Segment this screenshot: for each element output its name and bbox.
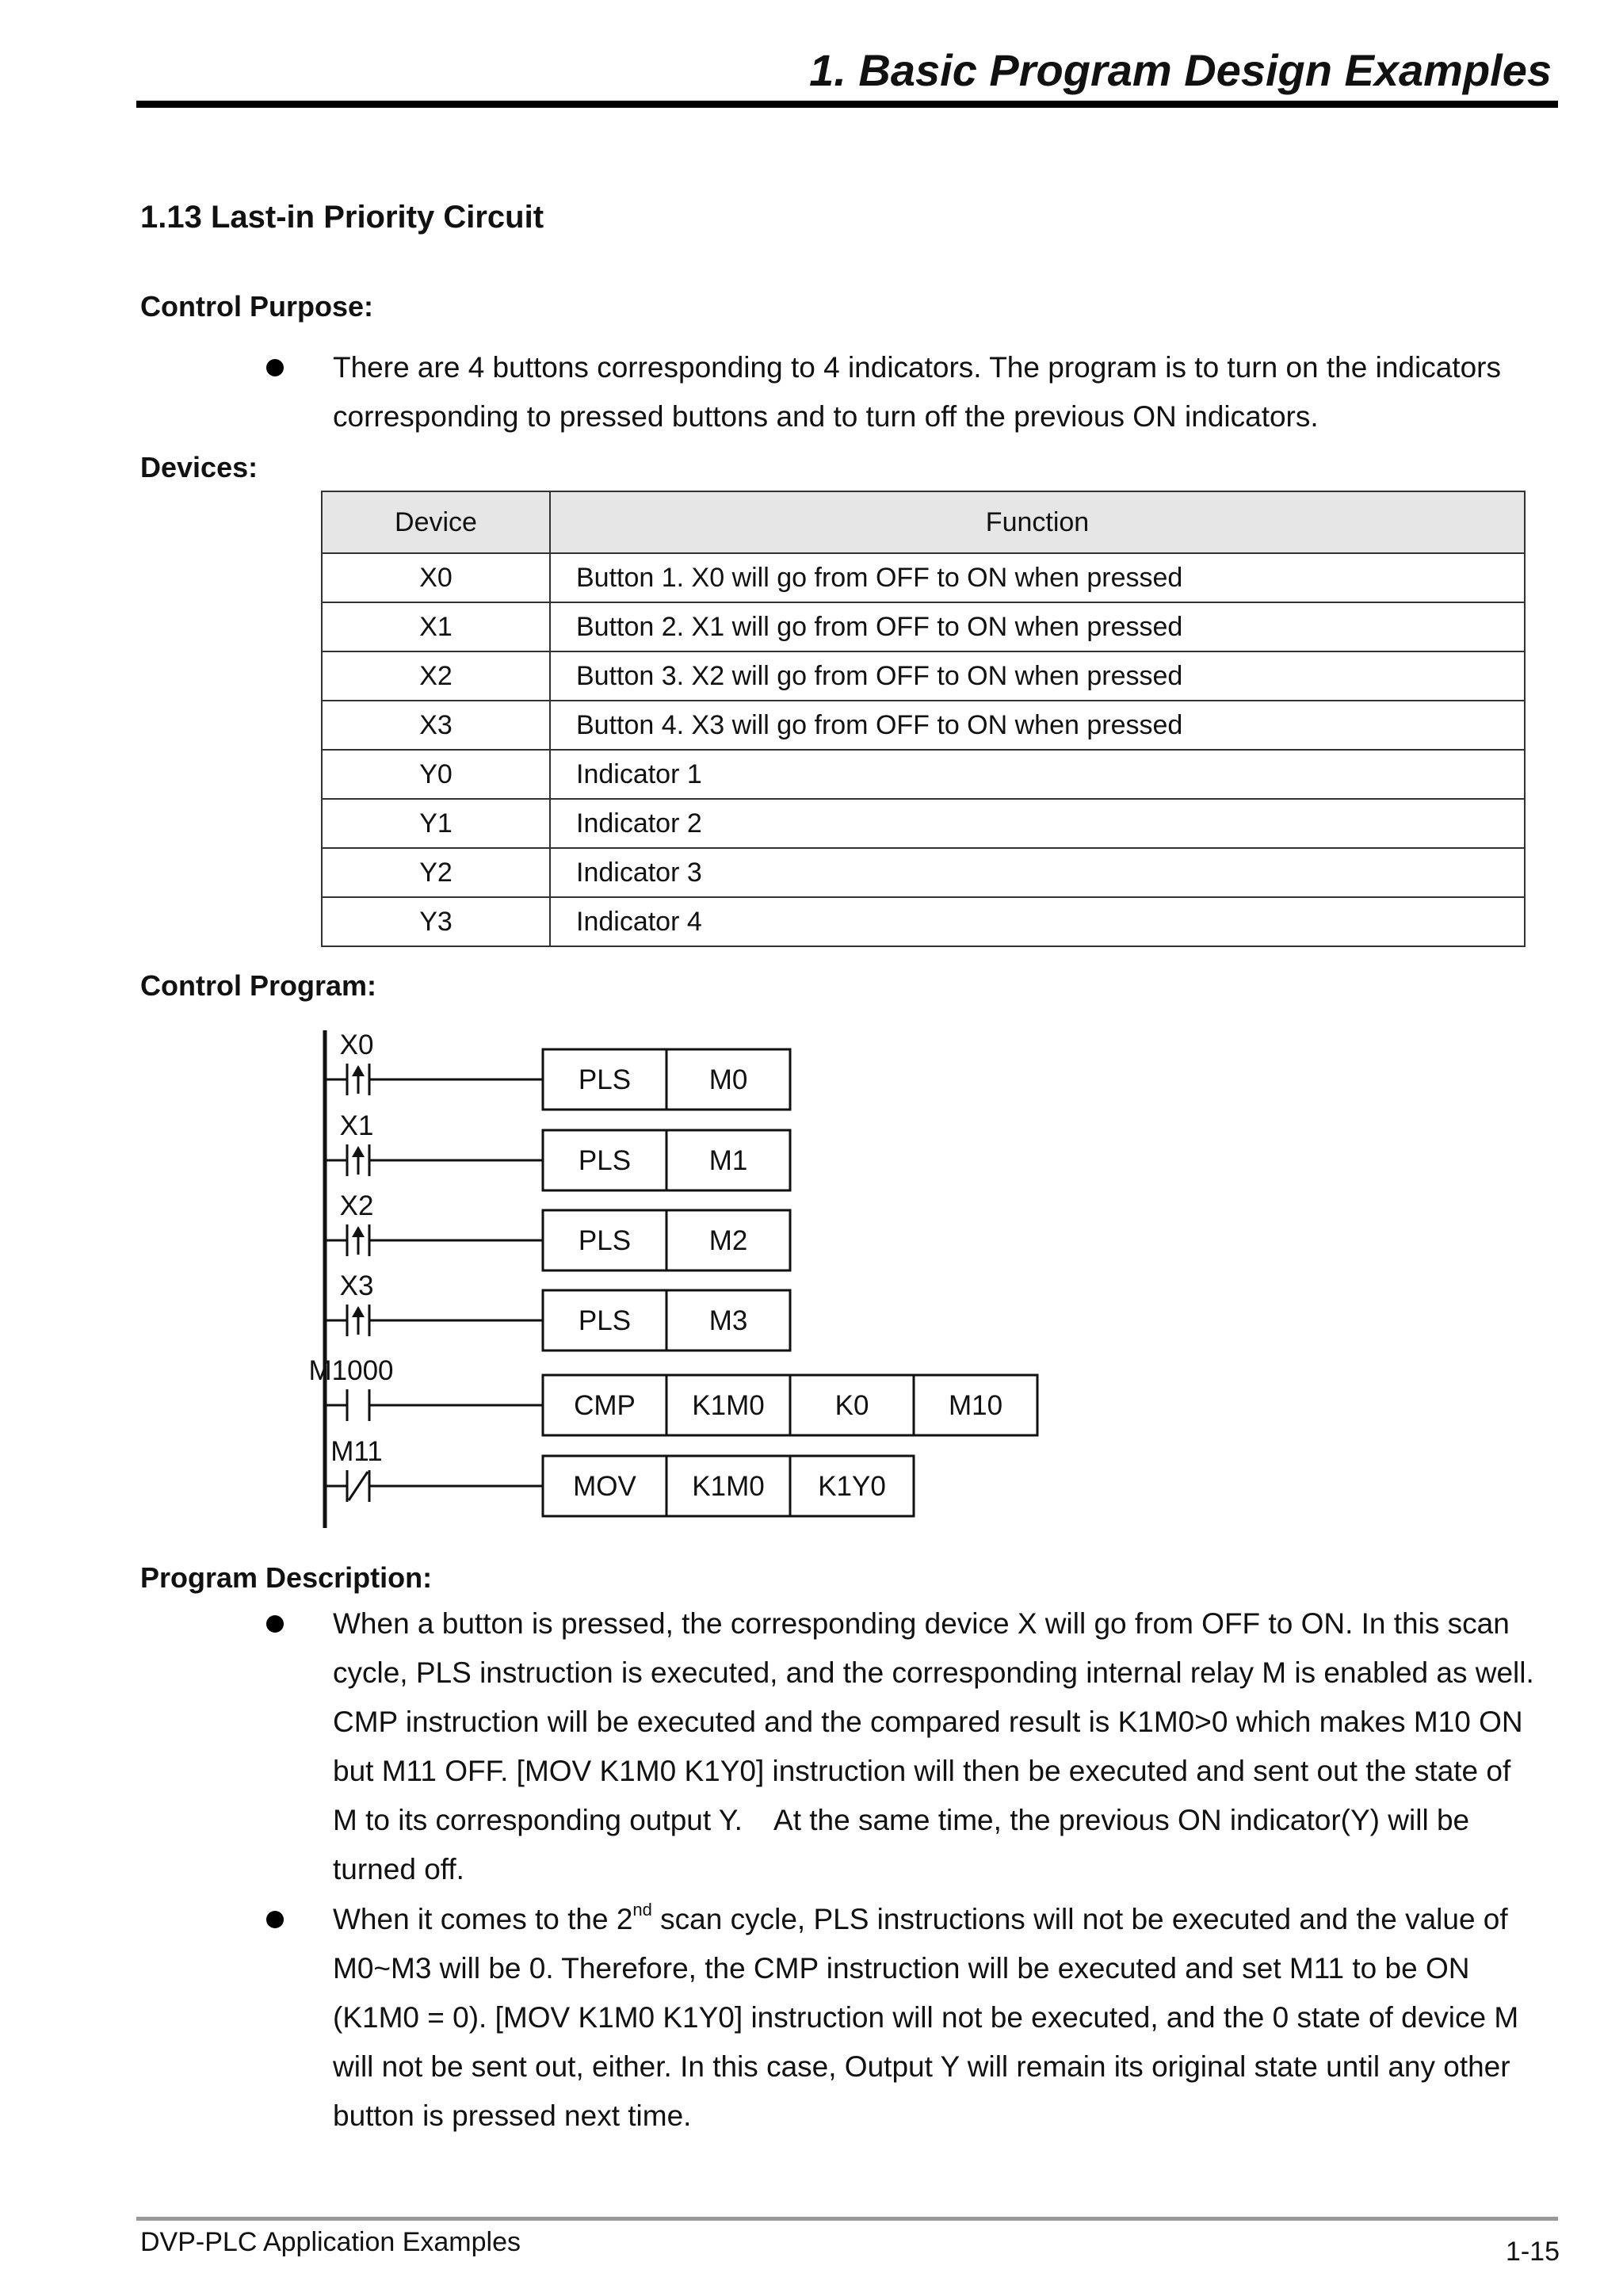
devices-heading: Devices: xyxy=(140,451,258,483)
device-cell: Y2 xyxy=(322,848,550,897)
text-line: but M11 OFF. [MOV K1M0 K1Y0] instruction will then be executed and sent out the state of xyxy=(333,1755,1511,1787)
function-cell: Button 3. X2 will go from OFF to ON when pressed xyxy=(550,651,1525,701)
function-cell: Button 4. X3 will go from OFF to ON when pressed xyxy=(550,701,1525,750)
header-rule xyxy=(136,101,1558,108)
bullet-icon xyxy=(266,1615,284,1633)
text-line: M to its corresponding output Y. At the same time, the previous ON indicator(Y) will be xyxy=(333,1804,1470,1836)
column-header-device: Device xyxy=(322,491,550,553)
text-line xyxy=(333,1895,1569,1944)
function-cell: Button 2. X1 will go from OFF to ON when pressed xyxy=(550,602,1525,651)
text-line: CMP instruction will be executed and the compared result is K1M0>0 which makes M10 ON xyxy=(333,1706,1523,1738)
table-row xyxy=(322,701,1525,750)
function-cell: Indicator 4 xyxy=(550,897,1525,946)
description-paragraph-2 xyxy=(333,1895,1569,2141)
table-row xyxy=(322,750,1525,799)
contact-label: X2 xyxy=(339,1190,374,1221)
device-cell: X0 xyxy=(322,553,550,602)
superscript: nd xyxy=(632,1899,652,1920)
instruction-operand: PLS xyxy=(578,1225,632,1256)
text-line: M0~M3 will be 0. Therefore, the CMP instruction will be executed and set M11 to be ON xyxy=(333,1952,1470,1985)
instruction-operand: M1 xyxy=(708,1145,748,1176)
instruction-operand: M10 xyxy=(948,1390,1003,1421)
instruction-operand: M3 xyxy=(708,1305,748,1336)
instruction-operand: PLS xyxy=(578,1064,632,1095)
contact-label: M1000 xyxy=(308,1355,394,1386)
text-line: cycle, PLS instruction is executed, and the corresponding internal relay M is enabled as well. xyxy=(333,1656,1534,1689)
text-line: When a button is pressed, the corresponding device X will go from OFF to ON. In this scan xyxy=(333,1607,1510,1640)
function-cell: Indicator 3 xyxy=(550,848,1525,897)
devices-table xyxy=(321,491,1526,947)
instruction-operand: MOV xyxy=(573,1471,636,1502)
program-description-heading: Program Description: xyxy=(140,1561,433,1594)
table-row xyxy=(322,651,1525,701)
contact-label: M11 xyxy=(330,1436,383,1467)
device-cell: X2 xyxy=(322,651,550,701)
function-cell: Indicator 1 xyxy=(550,750,1525,799)
device-cell: Y3 xyxy=(322,897,550,946)
contact-label: X0 xyxy=(339,1030,374,1060)
control-program-heading: Control Program: xyxy=(140,969,377,1002)
rising-edge-arrow-icon xyxy=(352,1146,365,1157)
description-paragraph-1 xyxy=(333,1599,1569,1894)
function-cell: Indicator 2 xyxy=(550,799,1525,848)
instruction-operand: K1Y0 xyxy=(818,1471,886,1502)
instruction-operand: M0 xyxy=(708,1064,748,1095)
table-row xyxy=(322,897,1525,946)
bullet-icon xyxy=(266,1911,284,1928)
table-row xyxy=(322,848,1525,897)
text-span: When it comes to the 2 xyxy=(333,1903,633,1935)
device-cell: X1 xyxy=(322,602,550,651)
table-row xyxy=(322,799,1525,848)
contact-label: X1 xyxy=(339,1110,374,1141)
control-purpose-text xyxy=(333,343,1569,441)
text-line: corresponding to pressed buttons and to turn off the previous ON indicators. xyxy=(333,400,1319,433)
device-cell: Y0 xyxy=(322,750,550,799)
text-line: will not be sent out, either. In this case, Output Y will remain its original state until any other xyxy=(333,2050,1510,2083)
instruction-operand: K1M0 xyxy=(692,1390,765,1421)
instruction-operand: K1M0 xyxy=(692,1471,765,1502)
page-number: 1-15 xyxy=(1505,2237,1560,2267)
footer-rule xyxy=(136,2217,1558,2221)
function-cell: Button 1. X0 will go from OFF to ON when pressed xyxy=(550,553,1525,602)
footer-title: DVP-PLC Application Examples xyxy=(140,2227,521,2257)
text-line: There are 4 buttons corresponding to 4 indicators. The program is to turn on the indicators xyxy=(333,351,1501,384)
column-header-function: Function xyxy=(550,491,1525,553)
instruction-operand: M2 xyxy=(708,1225,748,1256)
table-row xyxy=(322,602,1525,651)
rising-edge-arrow-icon xyxy=(352,1065,365,1076)
instruction-operand: CMP xyxy=(574,1390,636,1421)
text-span: scan cycle, PLS instructions will not be executed and the value of xyxy=(651,1903,1508,1935)
text-line: (K1M0 = 0). [MOV K1M0 K1Y0] instruction will not be executed, and the 0 state of device M xyxy=(333,2001,1519,2034)
device-cell: X3 xyxy=(322,701,550,750)
contact-label: X3 xyxy=(339,1270,374,1301)
instruction-operand: PLS xyxy=(578,1305,632,1336)
instruction-operand: K0 xyxy=(834,1390,869,1421)
rising-edge-arrow-icon xyxy=(352,1306,365,1317)
instruction-operand: PLS xyxy=(578,1145,632,1176)
normally-closed-slash-icon xyxy=(349,1472,368,1500)
ladder-diagram xyxy=(301,1022,1062,1538)
text-line: button is pressed next time. xyxy=(333,2099,692,2132)
table-row xyxy=(322,553,1525,602)
device-cell: Y1 xyxy=(322,799,550,848)
section-title: 1.13 Last-in Priority Circuit xyxy=(140,200,544,235)
text-line: turned off. xyxy=(333,1853,464,1885)
control-purpose-heading: Control Purpose: xyxy=(140,290,373,323)
table-header-row xyxy=(322,491,1525,553)
rising-edge-arrow-icon xyxy=(352,1226,365,1237)
page-header-title: 1. Basic Program Design Examples xyxy=(809,45,1552,95)
bullet-icon xyxy=(266,359,284,376)
